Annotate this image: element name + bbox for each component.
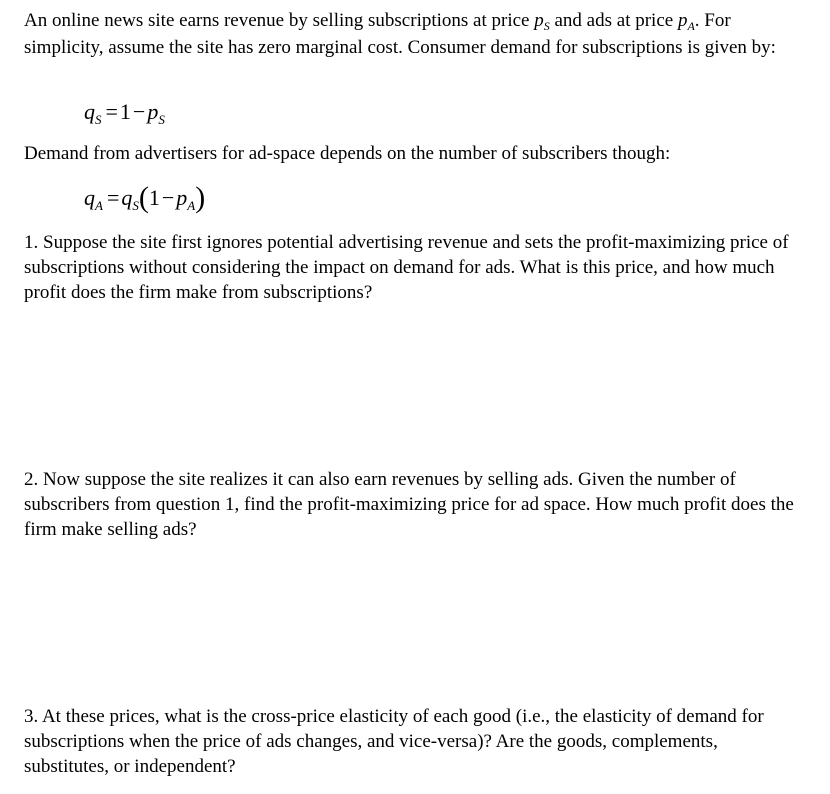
eq1-rhs-sub: S (158, 112, 165, 127)
eq2-lhs-var: q (84, 185, 95, 210)
question-2 (24, 467, 804, 542)
eq2-open-paren: ( (138, 181, 149, 214)
eq2-minus: − (161, 185, 175, 210)
eq2-equals: = (106, 185, 120, 210)
intro-text-2: and ads at price (549, 10, 678, 31)
subscription-demand-equation (84, 98, 165, 129)
question-3-text: At these prices, what is the cross-price elasticity of each good (i.e., the elasticity of demand for subscriptions when the price of ads changes, and vice-versa)? Are the goods, complements, substitutes, or independent? (24, 706, 764, 777)
question-3-number: 3. (24, 706, 39, 727)
intro-paragraph (24, 8, 804, 60)
eq2-q-var: q (121, 185, 133, 210)
question-2-text: Now suppose the site realizes it can also earn revenues by selling ads. Given the number of subscribers from question 1, find the profit-maximizing price for ad space. How much profit does the firm make selling ads? (24, 469, 794, 540)
question-3 (24, 704, 804, 779)
intro-text-3: . For simplicity, assume the site has zero marginal cost. Consumer demand for subscriptions is given by: (24, 10, 776, 58)
pa-variable: p (677, 10, 688, 31)
eq2-p-sub: A (187, 198, 196, 213)
eq1-lhs-sub: S (95, 112, 102, 127)
pa-subscript: A (687, 19, 695, 33)
ps-subscript: S (543, 19, 550, 33)
eq2-one: 1 (148, 185, 160, 210)
eq1-equals: = (105, 99, 118, 124)
intro-text-1: An online news site earns revenue by selling subscriptions at price (24, 10, 535, 31)
question-2-number: 2. (24, 469, 39, 490)
eq1-one: 1 (119, 99, 131, 124)
eq1-rhs-var: p (147, 99, 159, 124)
eq1-lhs-var: q (84, 99, 95, 124)
eq1-minus: − (132, 99, 146, 124)
advertisers-paragraph: Demand from advertisers for ad-space depends on the number of subscribers though: (24, 143, 671, 164)
eq2-p-var: p (176, 185, 188, 210)
eq2-close-paren: ) (195, 181, 206, 214)
eq2-lhs-sub: A (95, 198, 103, 213)
ps-variable: p (534, 10, 544, 31)
question-1-text: Suppose the site first ignores potential advertising revenue and sets the profit-maximizing price of subscriptions without considering the impact on demand for ads. What is this price, and how much profit does the firm make from subscriptions? (24, 232, 789, 303)
eq2-q-sub: S (132, 198, 139, 213)
question-1 (24, 230, 804, 305)
ad-demand-equation (84, 182, 205, 215)
question-1-number: 1. (24, 232, 39, 253)
